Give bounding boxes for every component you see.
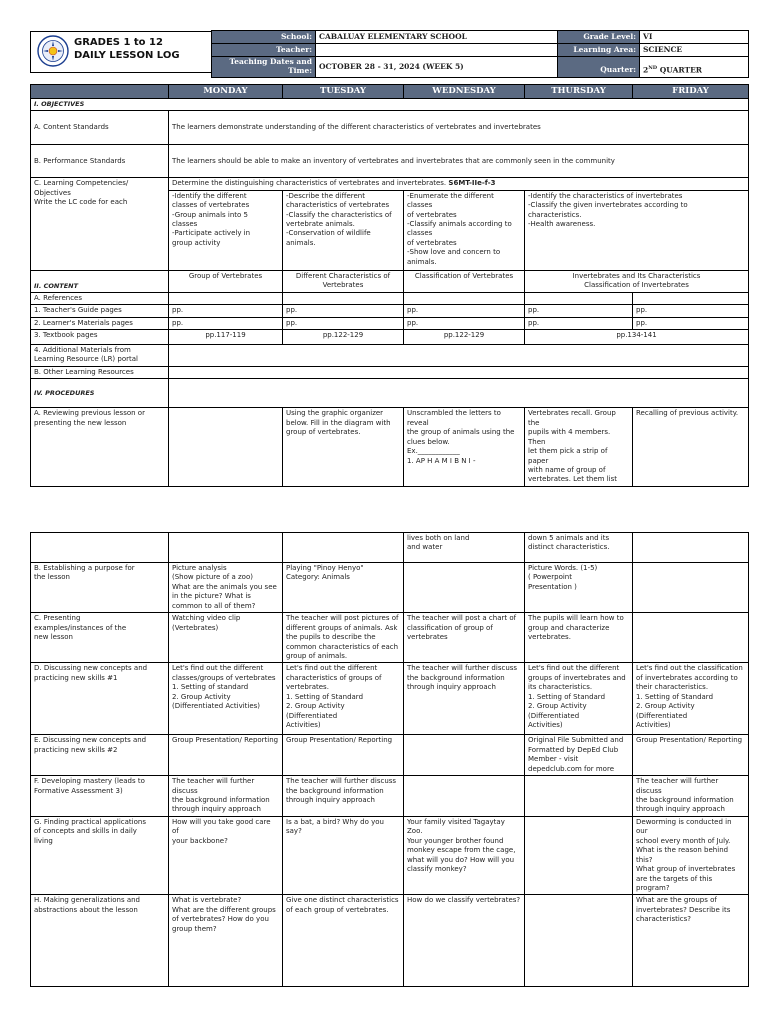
- applications-monday: How will you take good care of your backbone?: [169, 816, 283, 895]
- reviewing-wednesday: Unscrambled the letters to reveal the group of animals using the clues below. Ex.____________ 1. AP H A M I B N I -: [404, 408, 525, 487]
- teacher-label: Teacher:: [212, 44, 316, 57]
- purpose-monday: Picture analysis (Show picture of a zoo) What are the animals you see in the picture? What is common to all of them?: [169, 563, 283, 613]
- quarter-label: Quarter:: [558, 57, 640, 77]
- mastery-monday: The teacher will further discuss the background information through inquiry approach: [169, 776, 283, 817]
- school-label: School:: [212, 31, 316, 44]
- references-label: A. References: [31, 292, 169, 304]
- generalizations-friday: What are the groups of invertebrates? Describe its characteristics?: [633, 895, 749, 987]
- discussing-2-tuesday: Group Presentation/ Reporting: [283, 735, 404, 776]
- dll-table-page2: [30, 532, 749, 987]
- content-thursday: Invertebrates and Its Characteristics Classification of Invertebrates: [525, 270, 749, 292]
- discussing-2-friday: Group Presentation/ Reporting: [633, 735, 749, 776]
- grade-label: Grade Level:: [558, 31, 640, 44]
- tb-wednesday: pp.122-129: [404, 329, 525, 344]
- reviewing-thursday-cont: down 5 animals and its distinct characteristics.: [525, 533, 633, 563]
- objectives-section: I. OBJECTIVES: [31, 99, 749, 111]
- lm-wednesday: pp.: [404, 317, 525, 329]
- learners-materials-label: 2. Learner's Materials pages: [31, 317, 169, 329]
- additional-materials-label: 4. Additional Materials from Learning Resource (LR) portal: [31, 344, 169, 366]
- area-value: SCIENCE: [640, 44, 749, 57]
- dll-table-page1: [30, 84, 749, 487]
- mastery-friday: The teacher will further discuss the background information through inquiry approach: [633, 776, 749, 817]
- day-tuesday: TUESDAY: [283, 85, 404, 99]
- content-section: II. CONTENT: [31, 270, 169, 292]
- discussing-1-label: D. Discussing new concepts and practicing new skills #1: [31, 663, 169, 735]
- procedures-section: IV. PROCEDURES: [31, 379, 169, 408]
- applications-friday: Deworming is conducted in our school every month of July. What is the reason behind this? What group of invertebrates are the targets of this program?: [633, 816, 749, 895]
- deped-seal-icon: [37, 35, 69, 67]
- tg-thursday: pp.: [525, 305, 633, 317]
- generalizations-label: H. Making generalizations and abstractions about the lesson: [31, 895, 169, 987]
- reviewing-thursday: Vertebrates recall. Group the pupils with 4 members. Then let them pick a strip of paper with name of group of vertebrates. Let them list: [525, 408, 633, 487]
- discussing-2-thursday: Original File Submitted and Formatted by DepEd Club Member - visit depedclub.com for more: [525, 735, 633, 776]
- objectives-thursday: -Identify the characteristics of invertebrates -Classify the given invertebrates according to characteristics. -Health awareness.: [525, 190, 749, 270]
- purpose-label: B. Establishing a purpose for the lesson: [31, 563, 169, 613]
- competencies-label: C. Learning Competencies/ Objectives Write the LC code for each: [31, 178, 169, 270]
- presenting-thursday: The pupils will learn how to group and characterize vertebrates.: [525, 613, 633, 663]
- purpose-thursday: Picture Words. (1-5) ( Powerpoint Presentation ): [525, 563, 633, 613]
- discussing-2-monday: Group Presentation/ Reporting: [169, 735, 283, 776]
- applications-wednesday: Your family visited Tagaytay Zoo. Your younger brother found monkey escape from the cage, what will you do? How will you classify monkey?: [404, 816, 525, 895]
- reviewing-label: A. Reviewing previous lesson or presenting the new lesson: [31, 408, 169, 487]
- teachers-guide-label: 1. Teacher's Guide pages: [31, 305, 169, 317]
- quarter-value: 2ND QUARTER: [640, 57, 749, 77]
- lm-monday: pp.: [169, 317, 283, 329]
- day-wednesday: WEDNESDAY: [404, 85, 525, 99]
- lc-code: S6MT-IIe-f-3: [448, 179, 496, 188]
- generalizations-wednesday: How do we classify vertebrates?: [404, 895, 525, 987]
- grade-value: VI: [640, 31, 749, 44]
- content-tuesday: Different Characteristics of Vertebrates: [283, 270, 404, 292]
- reviewing-wednesday-cont: lives both on land and water: [404, 533, 525, 563]
- content-monday: Group of Vertebrates: [169, 270, 283, 292]
- generalizations-tuesday: Give one distinct characteristics of each group of vertebrates.: [283, 895, 404, 987]
- tg-friday: pp.: [633, 305, 749, 317]
- discussing-1-friday: Let's find out the classification of invertebrates according to their characteristics. 1. Setting of Standard 2. Group Activity (Differentiated Activities): [633, 663, 749, 735]
- tb-thursday: pp.134-141: [525, 329, 749, 344]
- objectives-monday: -Identify the different classes of vertebrates -Group animals into 5 classes -Participate actively in group activity: [169, 190, 283, 270]
- applications-tuesday: Is a bat, a bird? Why do you say?: [283, 816, 404, 895]
- discussing-1-thursday: Let's find out the different groups of invertebrates and its characteristics. 1. Setting of Standard 2. Group Activity (Differentiated Activities): [525, 663, 633, 735]
- dates-value: OCTOBER 28 - 31, 2024 (WEEK 5): [316, 57, 558, 77]
- mastery-tuesday: The teacher will further discuss the background information through inquiry approach: [283, 776, 404, 817]
- performance-standards-text: The learners should be able to make an inventory of vertebrates and invertebrates that are commonly seen in the community: [169, 145, 749, 178]
- discussing-1-monday: Let's find out the different classes/groups of vertebrates 1. Setting of standard 2. Group Activity (Differentiated Activities): [169, 663, 283, 735]
- generalizations-monday: What is vertebrate? What are the different groups of vertebrates? How do you group them?: [169, 895, 283, 987]
- day-friday: FRIDAY: [633, 85, 749, 99]
- school-value: CABALUAY ELEMENTARY SCHOOL: [316, 31, 558, 44]
- discussing-1-tuesday: Let's find out the different characteristics of groups of vertebrates. 1. Setting of Standard 2. Group Activity (Differentiated Activities): [283, 663, 404, 735]
- objectives-tuesday: -Describe the different characteristics of vertebrates -Classify the characteristics of vertebrate animals. -Conservation of wildlife animals.: [283, 190, 404, 270]
- other-resources-label: B. Other Learning Resources: [31, 366, 169, 378]
- presenting-wednesday: The teacher will post a chart of classification of group of vertebrates: [404, 613, 525, 663]
- content-standards-label: A. Content Standards: [31, 111, 169, 145]
- day-thursday: THURSDAY: [525, 85, 633, 99]
- presenting-tuesday: The teacher will post pictures of different groups of animals. Ask the pupils to describe the common characteristics of each group of animals.: [283, 613, 404, 663]
- tg-tuesday: pp.: [283, 305, 404, 317]
- tb-tuesday: pp.122-129: [283, 329, 404, 344]
- header-table: [211, 30, 749, 78]
- form-title: GRADES 1 to 12 DAILY LESSON LOG: [74, 37, 180, 61]
- lm-friday: pp.: [633, 317, 749, 329]
- discussing-1-wednesday: The teacher will further discuss the background information through inquiry approach: [404, 663, 525, 735]
- area-label: Learning Area:: [558, 44, 640, 57]
- dates-label: Teaching Dates and Time:: [212, 57, 316, 77]
- reviewing-tuesday: Using the graphic organizer below. Fill in the diagram with group of vertebrates.: [283, 408, 404, 487]
- lm-tuesday: pp.: [283, 317, 404, 329]
- day-monday: MONDAY: [169, 85, 283, 99]
- logo-box: [30, 31, 212, 73]
- presenting-label: C. Presenting examples/instances of the new lesson: [31, 613, 169, 663]
- objectives-wednesday: -Enumerate the different classes of vertebrates -Classify animals according to classes of vertebrates -Show love and concern to animals.: [404, 190, 525, 270]
- teacher-value: [316, 44, 558, 57]
- applications-label: G. Finding practical applications of concepts and skills in daily living: [31, 816, 169, 895]
- tg-wednesday: pp.: [404, 305, 525, 317]
- lm-thursday: pp.: [525, 317, 633, 329]
- competencies-text: Determine the distinguishing characteristics of vertebrates and invertebrates. S6MT-IIe-f-3: [169, 178, 749, 190]
- purpose-tuesday: Playing "Pinoy Henyo" Category: Animals: [283, 563, 404, 613]
- tb-monday: pp.117-119: [169, 329, 283, 344]
- discussing-2-label: E. Discussing new concepts and practicing new skills #2: [31, 735, 169, 776]
- mastery-label: F. Developing mastery (leads to Formative Assessment 3): [31, 776, 169, 817]
- reviewing-friday: Recalling of previous activity.: [633, 408, 749, 487]
- content-standards-text: The learners demonstrate understanding of the different characteristics of vertebrates and invertebrates: [169, 111, 749, 145]
- presenting-monday: Watching video clip (Vertebrates): [169, 613, 283, 663]
- content-wednesday: Classification of Vertebrates: [404, 270, 525, 292]
- performance-standards-label: B. Performance Standards: [31, 145, 169, 178]
- textbook-label: 3. Textbook pages: [31, 329, 169, 344]
- tg-monday: pp.: [169, 305, 283, 317]
